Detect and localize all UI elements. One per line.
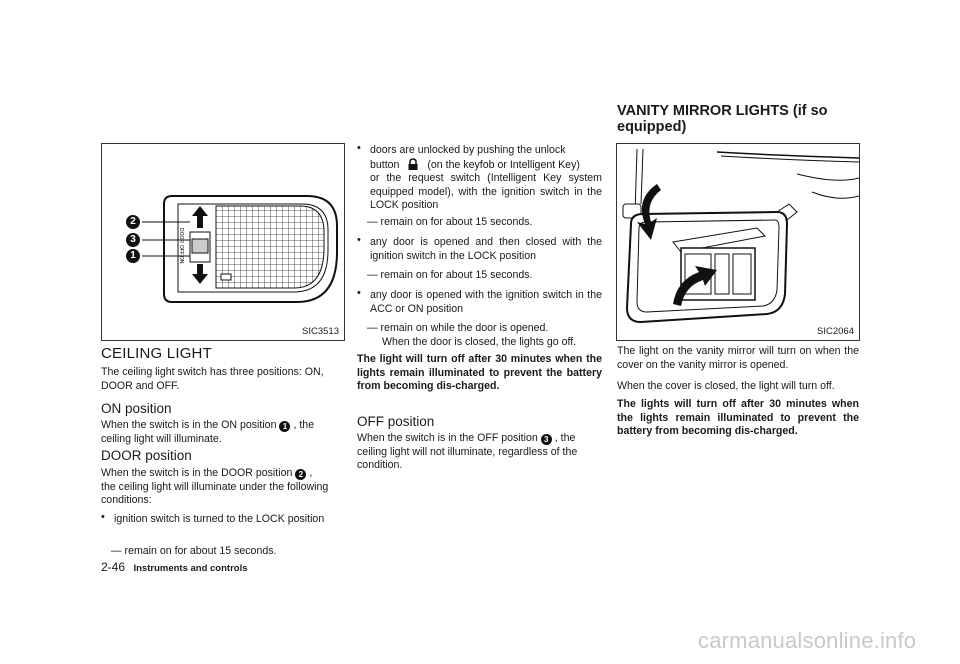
off-text-b: , the <box>554 432 576 444</box>
ceiling-light-figure <box>101 143 345 341</box>
vanity-heading-line1: VANITY MIRROR LIGHTS (if so <box>617 103 828 119</box>
figure-caption: SIC2064 <box>817 326 854 337</box>
vanity-text-1: The light on the vanity mirror will turn on when the cover on the vanity mirror is opened. <box>617 345 859 371</box>
dash-remain-on-4a: — remain on while the door is opened. <box>367 322 549 334</box>
callout-2-inline: 2 <box>295 469 306 480</box>
bullet2-line-b <box>370 158 602 173</box>
on-text-b: , the <box>293 419 315 431</box>
bullet-ignition-lock: ignition switch is turned to the LOCK position <box>114 513 325 525</box>
callout-1: 1 <box>126 249 140 263</box>
bullet-door-opened-closed: any door is opened and then closed with the ignition switch in the LOCK position <box>370 236 602 262</box>
figure-caption: SIC3513 <box>302 326 339 337</box>
vanity-warning: The lights will turn off after 30 minutes when the lights remain illuminated to prevent the battery from becoming dis-charged. <box>617 398 859 438</box>
bullet-door-opened-acc: any door is opened with the ignition switch in the ACC or ON position <box>370 289 602 315</box>
door-text-c: the ceiling light will illuminate under the following conditions: <box>101 480 329 507</box>
door-text-a: When the switch is in the DOOR position <box>101 467 293 479</box>
bullet2-line-d: or the request switch (Intelligent Key system equipped model), with the ignition switch in the LOCK position <box>370 172 602 212</box>
lock-icon <box>406 158 420 170</box>
vanity-mirror-illustration <box>617 144 859 340</box>
callout-3: 3 <box>126 233 140 247</box>
vanity-mirror-heading <box>617 103 828 135</box>
callout-1-inline: 1 <box>279 421 290 432</box>
ceiling-light-heading: CEILING LIGHT <box>101 345 212 362</box>
on-position-text <box>101 419 346 446</box>
door-position-text <box>101 467 346 508</box>
page-footer <box>101 558 248 576</box>
callout-3-inline: 3 <box>541 434 552 445</box>
on-text-c: ceiling light will illuminate. <box>101 432 222 445</box>
off-position-heading: OFF position <box>357 414 435 429</box>
middle-warning: The light will turn off after 30 minutes when the lights remain illuminated to prevent the battery from becoming dis-charged. <box>357 353 602 393</box>
dash-remain-on-3: — remain on for about 15 seconds. <box>367 269 533 281</box>
dash-remain-on-2: — remain on for about 15 seconds. <box>367 216 533 228</box>
off-text-a: When the switch is in the OFF position <box>357 432 538 444</box>
dash-remain-on-1: — remain on for about 15 seconds. <box>111 545 277 557</box>
on-text-a: When the switch is in the ON position <box>101 419 277 431</box>
vanity-mirror-figure <box>616 143 860 341</box>
off-text-c: ceiling light will not illuminate, regardless of the condition. <box>357 445 578 472</box>
bullet2-button-word: button <box>370 158 400 171</box>
bullet-doors-unlocked <box>370 144 602 213</box>
svg-text:OFF: OFF <box>178 245 184 255</box>
page-number: 2-46 <box>101 560 126 574</box>
bullet-marker: • <box>101 511 105 523</box>
bullet-marker: • <box>357 234 361 246</box>
vanity-text-2: When the cover is closed, the light will turn off. <box>617 380 835 392</box>
ceiling-light-intro: The ceiling light switch has three positions: ON, DOOR and OFF. <box>101 366 324 392</box>
on-position-heading: ON position <box>101 401 172 416</box>
door-position-heading: DOOR position <box>101 448 192 463</box>
bullet2-keyfob: (on the keyfob or Intelligent Key) <box>427 158 580 171</box>
callout-2: 2 <box>126 215 140 229</box>
bullet-marker: • <box>357 142 361 154</box>
bullet-marker: • <box>357 287 361 299</box>
vanity-heading-line2: equipped) <box>617 119 687 135</box>
off-position-text <box>357 432 602 473</box>
bullet2-line-a: doors are unlocked by pushing the unlock <box>370 144 566 156</box>
dash-remain-on-4b: When the door is closed, the lights go off. <box>382 336 577 348</box>
door-text-b: , <box>309 467 313 479</box>
watermark: carmanualsonline.info <box>698 628 917 653</box>
svg-text:DOOR: DOOR <box>178 228 184 243</box>
section-title: Instruments and controls <box>133 563 248 574</box>
svg-text:ON: ON <box>178 256 184 264</box>
